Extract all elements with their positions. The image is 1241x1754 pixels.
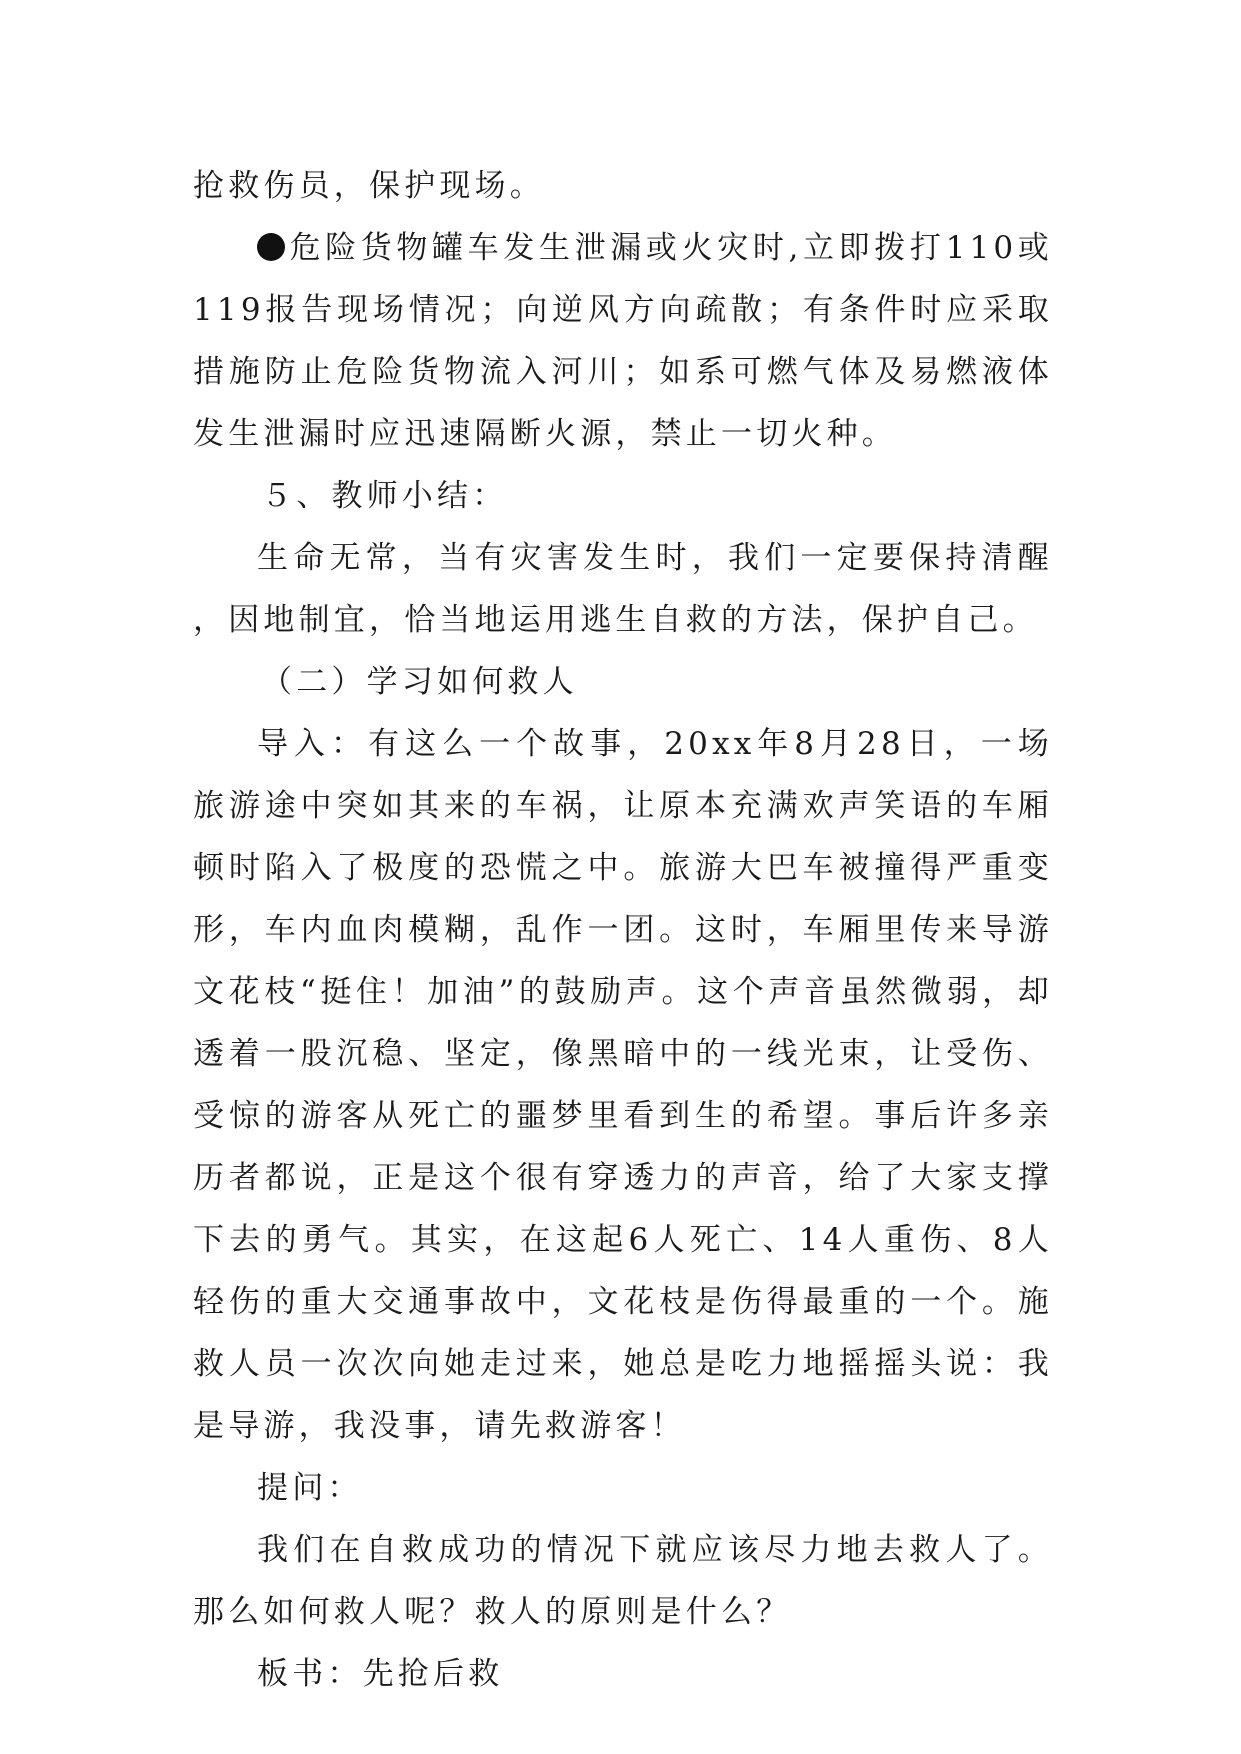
paragraph-bullet-text: 危险货物罐车发生泄漏或火灾时,立即拨打110或119报告现场情况；向逆风方向疏散；有条件时应采取措施防止危险货物流入河川；如系可燃气体及易燃液体发生泄漏时应迅速隔断火源，禁止一切火种。 bbox=[193, 230, 1053, 452]
paragraph-question: 我们在自救成功的情况下就应该尽力地去救人了。那么如何救人呢？救人的原则是什么？ bbox=[193, 1532, 1053, 1630]
document-body bbox=[193, 155, 1053, 1705]
paragraph-story: 导入：有这么一个故事，20xx年8月28日，一场旅游途中突如其来的车祸，让原本充满欢声笑语的车厢顿时陷入了极度的恐慌之中。旅游大巴车被撞得严重变形，车内血肉模糊，乱作一团。这时，车厢里传来导游文花枝“挺住！加油”的鼓励声。这个声音虽然微弱，却透着一股沉稳、坚定，像黑暗中的一线光束，让受伤、受惊的游客从死亡的噩梦里看到生的希望。事后许多亲历者都说，正是这个很有穿透力的声音，给了大家支撑下去的勇气。其实，在这起6人死亡、14人重伤、8人轻伤的重大交通事故中，文花枝是伤得最重的一个。施救人员一次次向她走过来，她总是吃力地摇摇头说：我是导游，我没事，请先救游客！ bbox=[193, 726, 1053, 1444]
paragraph-bullet-hazmat bbox=[193, 217, 1053, 465]
section-heading-rescue: （二）学习如何救人 bbox=[261, 664, 578, 700]
paragraph-summary: 生命无常，当有灾害发生时，我们一定要保持清醒，因地制宜，恰当地运用逃生自救的方法，保护自己。 bbox=[193, 540, 1053, 638]
paragraph-question-label: 提问： bbox=[257, 1470, 363, 1506]
paragraph-continuation: 抢救伤员，保护现场。 bbox=[193, 168, 545, 204]
bullet-dot-icon bbox=[257, 233, 285, 261]
paragraph-board: 板书：先抢后救 bbox=[257, 1656, 504, 1692]
section-heading-summary: ５、教师小结： bbox=[261, 478, 508, 514]
